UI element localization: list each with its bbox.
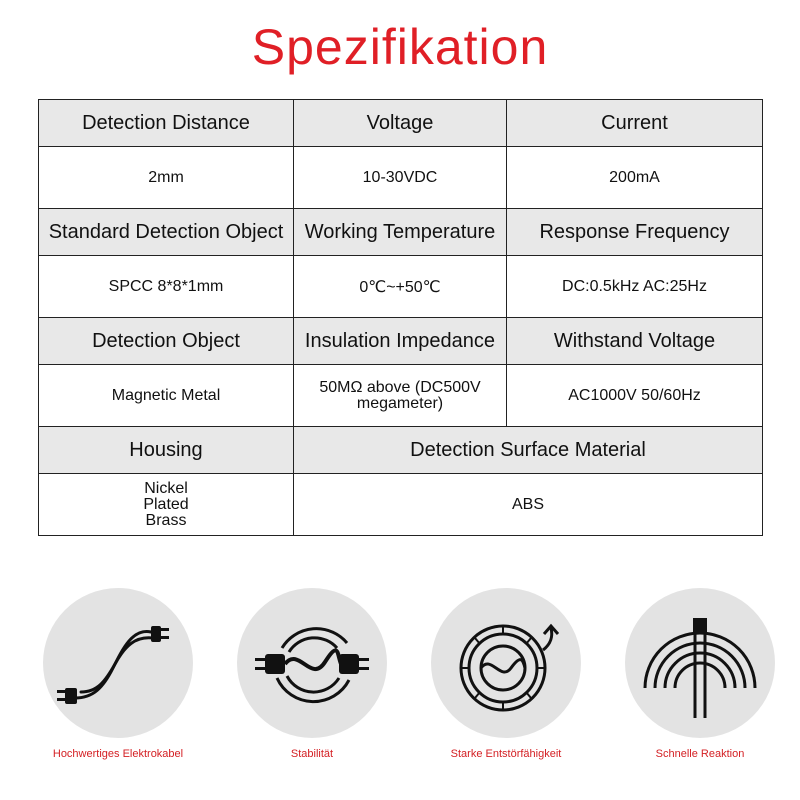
value-cell bbox=[39, 474, 294, 536]
table-row bbox=[39, 318, 763, 365]
table-row bbox=[39, 147, 763, 209]
value-line: megameter) bbox=[356, 394, 444, 412]
feature-interference bbox=[426, 588, 586, 760]
header-cell: Current bbox=[507, 100, 763, 147]
value-cell: SPCC 8*8*1mm bbox=[39, 256, 294, 318]
feature-circle bbox=[625, 588, 775, 738]
header-cell: Insulation Impedance bbox=[294, 318, 507, 365]
header-cell: Detection Distance bbox=[39, 100, 294, 147]
header-cell: Housing bbox=[39, 427, 294, 474]
table-row bbox=[39, 209, 763, 256]
feature-row bbox=[0, 588, 800, 788]
value-line: Brass bbox=[145, 511, 187, 529]
header-cell: Detection Surface Material bbox=[294, 427, 763, 474]
feature-circle bbox=[43, 588, 193, 738]
feature-label: Stabilität bbox=[290, 748, 334, 760]
cable-plug-icon bbox=[43, 588, 193, 738]
table-row bbox=[39, 256, 763, 318]
header-cell: Detection Object bbox=[39, 318, 294, 365]
value-cell: Magnetic Metal bbox=[39, 365, 294, 427]
value-cell: ABS bbox=[294, 474, 763, 536]
stability-cable-icon bbox=[237, 588, 387, 738]
value-cell: DC:0.5kHz AC:25Hz bbox=[507, 256, 763, 318]
header-cell: Response Frequency bbox=[507, 209, 763, 256]
table-row bbox=[39, 365, 763, 427]
table-row bbox=[39, 474, 763, 536]
feature-label: Hochwertiges Elektrokabel bbox=[52, 748, 184, 760]
value-line: 50MΩ above (DC500V bbox=[319, 378, 481, 396]
interference-coil-icon bbox=[431, 588, 581, 738]
value-cell: 2mm bbox=[39, 147, 294, 209]
fast-response-icon bbox=[625, 588, 775, 738]
value-cell: 0℃~+50℃ bbox=[294, 256, 507, 318]
feature-cable bbox=[38, 588, 198, 760]
value-cell: AC1000V 50/60Hz bbox=[507, 365, 763, 427]
value-cell: 10-30VDC bbox=[294, 147, 507, 209]
value-cell: 200mA bbox=[507, 147, 763, 209]
feature-label: Starke Entstörfähigkeit bbox=[450, 748, 562, 760]
feature-circle bbox=[431, 588, 581, 738]
page-title: Spezifikation bbox=[251, 19, 549, 75]
table-row bbox=[39, 100, 763, 147]
feature-label: Schnelle Reaktion bbox=[655, 748, 745, 760]
spec-table bbox=[38, 99, 763, 536]
value-line: Plated bbox=[143, 495, 189, 513]
header-cell: Voltage bbox=[294, 100, 507, 147]
value-cell bbox=[294, 365, 507, 427]
value-line: Nickel bbox=[144, 479, 188, 497]
table-row bbox=[39, 427, 763, 474]
feature-response bbox=[620, 588, 780, 760]
feature-circle bbox=[237, 588, 387, 738]
header-cell: Working Temperature bbox=[294, 209, 507, 256]
feature-stability bbox=[232, 588, 392, 760]
header-cell: Withstand Voltage bbox=[507, 318, 763, 365]
header-cell: Standard Detection Object bbox=[39, 209, 294, 256]
